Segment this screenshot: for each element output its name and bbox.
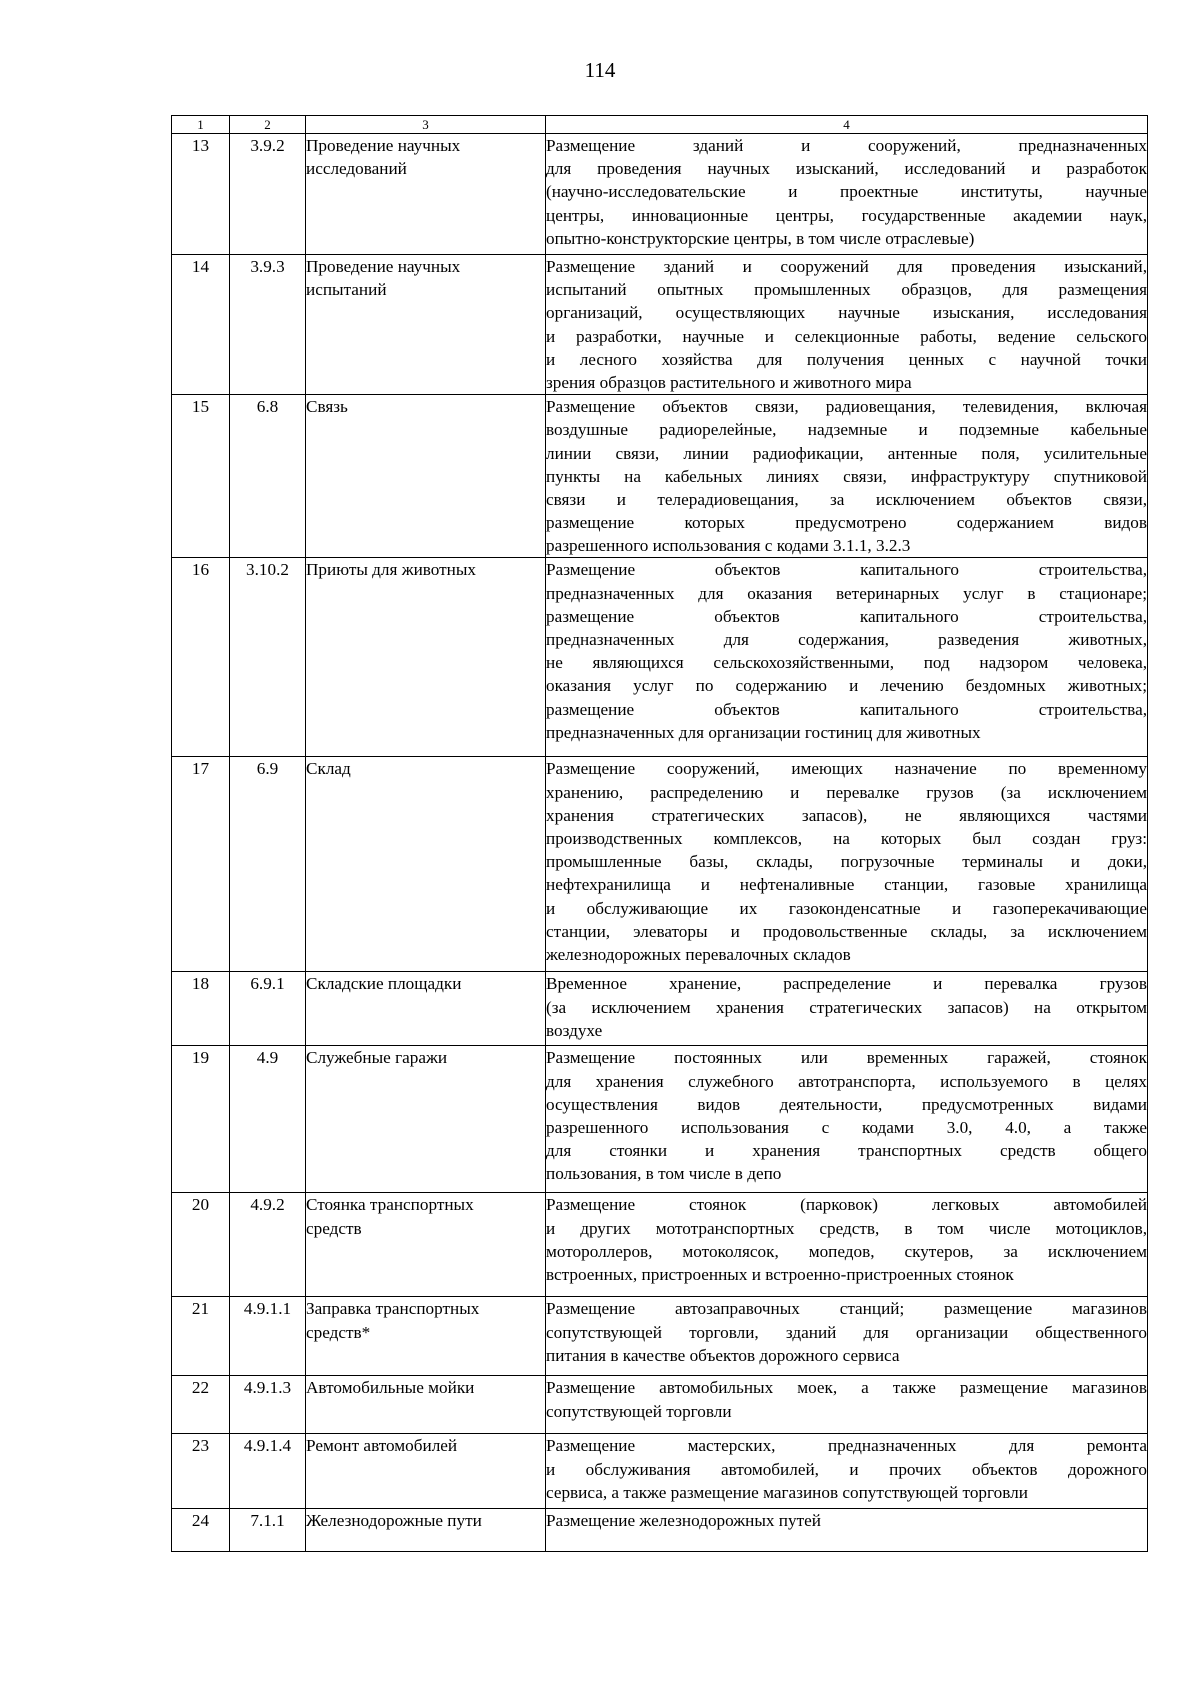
description-line: (за исключением хранения стратегических запасов) на открытом xyxy=(546,997,1147,1017)
use-name xyxy=(306,1297,546,1376)
use-name xyxy=(306,1509,546,1552)
description-line: Размещение автомобильных моек, а также размещение магазинов xyxy=(546,1378,1147,1398)
description-line: осуществления видов деятельности, предусмотренных видами xyxy=(546,1094,1147,1114)
description-line: Размещение объектов связи, радиовещания, телевидения, включая xyxy=(546,397,1147,417)
use-description xyxy=(546,1193,1148,1297)
description-line: и других мототранспортных средств, в том числе мотоциклов, xyxy=(546,1218,1147,1238)
use-name xyxy=(306,134,546,255)
description-line: не являющихся сельскохозяйственными, под надзором человека, xyxy=(546,653,1147,673)
page-number: 114 xyxy=(584,58,616,82)
use-code: 6.8 xyxy=(230,395,306,558)
table-row xyxy=(172,1434,1148,1509)
description-line: хранения стратегических запасов), не являющихся частями xyxy=(546,805,1147,825)
table-row xyxy=(172,1046,1148,1193)
description-line: предназначенных для содержания, разведения животных, xyxy=(546,630,1147,649)
description-line: размещение объектов капитального строительства, xyxy=(546,699,1147,719)
row-number: 20 xyxy=(172,1193,230,1297)
use-description xyxy=(546,395,1148,558)
description-line: размещение объектов капитального строительства, xyxy=(546,606,1147,626)
description-line: воздухе xyxy=(546,1020,603,1040)
use-code: 3.9.2 xyxy=(230,134,306,255)
row-number: 13 xyxy=(172,134,230,255)
description-line: и лесного хозяйства для получения ценных с научной точки xyxy=(546,349,1147,369)
description-line: для проведения научных изысканий, исследований и разработок xyxy=(546,159,1147,179)
use-name xyxy=(306,972,546,1046)
description-line: опытно-конструкторские центры, в том числе отраслевые) xyxy=(546,228,975,248)
description-line: железнодорожных перевалочных складов xyxy=(546,944,851,964)
use-name xyxy=(306,558,546,757)
use-name xyxy=(306,395,546,558)
description-line: зрения образцов растительного и животного мира xyxy=(546,372,912,392)
table-row xyxy=(172,972,1148,1046)
use-name-line: Стоянка транспортных xyxy=(306,1195,474,1215)
use-name-line: Заправка транспортных xyxy=(306,1299,480,1319)
use-code: 7.1.1 xyxy=(230,1509,306,1552)
description-line: встроенных, пристроенных и встроенно-пристроенных стоянок xyxy=(546,1265,1014,1284)
header-cell-4: 4 xyxy=(546,116,1148,134)
use-description xyxy=(546,558,1148,757)
description-line: нефтехранилища и нефтеналивные станции, газовые хранилища xyxy=(546,875,1147,895)
row-number: 17 xyxy=(172,757,230,972)
use-name-line: Склад xyxy=(306,759,351,779)
description-line: промышленные базы, склады, погрузочные терминалы и доки, xyxy=(546,852,1147,872)
header-cell-1: 1 xyxy=(172,116,230,134)
description-line: Размещение сооружений, имеющих назначение по временному xyxy=(546,759,1147,779)
use-description xyxy=(546,1434,1148,1509)
table-row xyxy=(172,134,1148,255)
description-line: Размещение мастерских, предназначенных для ремонта xyxy=(546,1436,1147,1456)
use-description xyxy=(546,1376,1148,1434)
description-line: Размещение железнодорожных путей xyxy=(546,1511,821,1531)
row-number: 16 xyxy=(172,558,230,757)
table-row xyxy=(172,1297,1148,1376)
description-line: предназначенных для организации гостиниц для животных xyxy=(546,722,981,742)
use-name-line: средств* xyxy=(306,1322,371,1342)
description-line: Размещение объектов капитального строительства, xyxy=(546,560,1147,580)
use-code: 4.9.1.1 xyxy=(230,1297,306,1376)
use-description xyxy=(546,255,1148,395)
description-line: сопутствующей торговли xyxy=(546,1401,732,1421)
description-line: сопутствующей торговли, зданий для организации общественного xyxy=(546,1322,1147,1342)
use-description xyxy=(546,757,1148,972)
description-line: (научно-исследовательские и проектные институты, научные xyxy=(546,182,1147,202)
use-code: 6.9.1 xyxy=(230,972,306,1046)
table-row xyxy=(172,395,1148,558)
description-line: разрешенного использования с кодами 3.0, 4.0, а также xyxy=(546,1118,1147,1137)
use-name xyxy=(306,1376,546,1434)
table-header-row xyxy=(172,116,1148,134)
use-name-line: Проведение научных xyxy=(306,136,461,155)
use-name-line: испытаний xyxy=(306,280,387,300)
header-cell-3: 3 xyxy=(306,116,546,134)
description-line: Размещение стоянок (парковок) легковых автомобилей xyxy=(546,1195,1147,1215)
row-number: 14 xyxy=(172,255,230,395)
use-name xyxy=(306,757,546,972)
description-line: и разработки, научные и селекционные работы, ведение сельского xyxy=(546,326,1147,346)
use-code: 3.10.2 xyxy=(230,558,306,757)
row-number: 24 xyxy=(172,1509,230,1552)
description-line: Временное хранение, распределение и перевалка грузов xyxy=(546,974,1147,994)
use-code: 4.9 xyxy=(230,1046,306,1193)
description-line: линии связи, линии радиофикации, антенные поля, усилительные xyxy=(546,443,1147,463)
land-use-table xyxy=(171,115,1148,1552)
use-name-line: Ремонт автомобилей xyxy=(306,1436,458,1456)
use-name-line: Складские площадки xyxy=(306,974,462,994)
description-line: Размещение зданий и сооружений для проведения изысканий, xyxy=(546,257,1147,276)
description-line: и обслуживающие их газоконденсатные и газоперекачивающие xyxy=(546,898,1147,918)
description-line: центры, инновационные центры, государственные академии наук, xyxy=(546,205,1147,225)
use-name xyxy=(306,1434,546,1509)
description-line: пункты на кабельных линиях связи, инфраструктуру спутниковой xyxy=(546,466,1147,486)
row-number: 19 xyxy=(172,1046,230,1193)
use-description xyxy=(546,1297,1148,1376)
description-line: Размещение постоянных или временных гаражей, стоянок xyxy=(546,1048,1147,1068)
use-name xyxy=(306,1046,546,1193)
use-name-line: Приюты для животных xyxy=(306,560,476,580)
description-line: предназначенных для оказания ветеринарных услуг в стационаре; xyxy=(546,583,1147,603)
table-row xyxy=(172,558,1148,757)
use-name-line: Автомобильные мойки xyxy=(306,1378,475,1398)
description-line: мотороллеров, мотоколясок, мопедов, скутеров, за исключением xyxy=(546,1241,1147,1261)
use-description xyxy=(546,972,1148,1046)
table-row xyxy=(172,757,1148,972)
use-name xyxy=(306,255,546,395)
description-line: оказания услуг по содержанию и лечению бездомных животных; xyxy=(546,676,1147,696)
use-code: 4.9.2 xyxy=(230,1193,306,1297)
description-line: связи и телерадиовещания, за исключением объектов связи, xyxy=(546,489,1147,509)
use-name xyxy=(306,1193,546,1297)
description-line: воздушные радиорелейные, надземные и подземные кабельные xyxy=(546,420,1147,440)
description-line: для хранения служебного автотранспорта, используемого в целях xyxy=(546,1071,1147,1091)
description-line: Размещение зданий и сооружений, предназначенных xyxy=(546,136,1147,155)
use-description xyxy=(546,1046,1148,1193)
use-name-line: Служебные гаражи xyxy=(306,1048,448,1068)
use-name-line: Связь xyxy=(306,397,348,417)
description-line: разрешенного использования с кодами 3.1.1, 3.2.3 xyxy=(546,536,911,556)
use-code: 4.9.1.3 xyxy=(230,1376,306,1434)
table-row xyxy=(172,255,1148,395)
use-code: 4.9.1.4 xyxy=(230,1434,306,1509)
description-line: испытаний опытных промышленных образцов, для размещения xyxy=(546,280,1147,300)
use-name-line: Проведение научных xyxy=(306,257,461,276)
description-line: пользования, в том числе в депо xyxy=(546,1164,782,1184)
use-code: 3.9.3 xyxy=(230,255,306,395)
description-line: организаций, осуществляющих научные изыскания, исследования xyxy=(546,303,1147,323)
use-description xyxy=(546,1509,1148,1552)
use-name-line: средств xyxy=(306,1218,362,1238)
description-line: питания в качестве объектов дорожного сервиса xyxy=(546,1345,900,1365)
description-line: размещение которых предусмотрено содержанием видов xyxy=(546,513,1147,533)
row-number: 23 xyxy=(172,1434,230,1509)
table-row xyxy=(172,1509,1148,1552)
table-row xyxy=(172,1193,1148,1297)
use-name-line: Железнодорожные пути xyxy=(306,1511,482,1531)
description-line: хранению, распределению и перевалке грузов (за исключением xyxy=(546,782,1147,802)
description-line: сервиса, а также размещение магазинов сопутствующей торговли xyxy=(546,1482,1028,1502)
row-number: 18 xyxy=(172,972,230,1046)
use-description xyxy=(546,134,1148,255)
description-line: и обслуживания автомобилей, и прочих объектов дорожного xyxy=(546,1459,1147,1479)
use-code: 6.9 xyxy=(230,757,306,972)
description-line: станции, элеваторы и продовольственные склады, за исключением xyxy=(546,921,1147,941)
table-row xyxy=(172,1376,1148,1434)
description-line: производственных комплексов, на которых был создан груз: xyxy=(546,829,1147,848)
row-number: 22 xyxy=(172,1376,230,1434)
row-number: 21 xyxy=(172,1297,230,1376)
header-cell-2: 2 xyxy=(230,116,306,134)
description-line: для стоянки и хранения транспортных средств общего xyxy=(546,1141,1147,1161)
description-line: Размещение автозаправочных станций; размещение магазинов xyxy=(546,1299,1147,1319)
use-name-line: исследований xyxy=(306,159,407,179)
row-number: 15 xyxy=(172,395,230,558)
